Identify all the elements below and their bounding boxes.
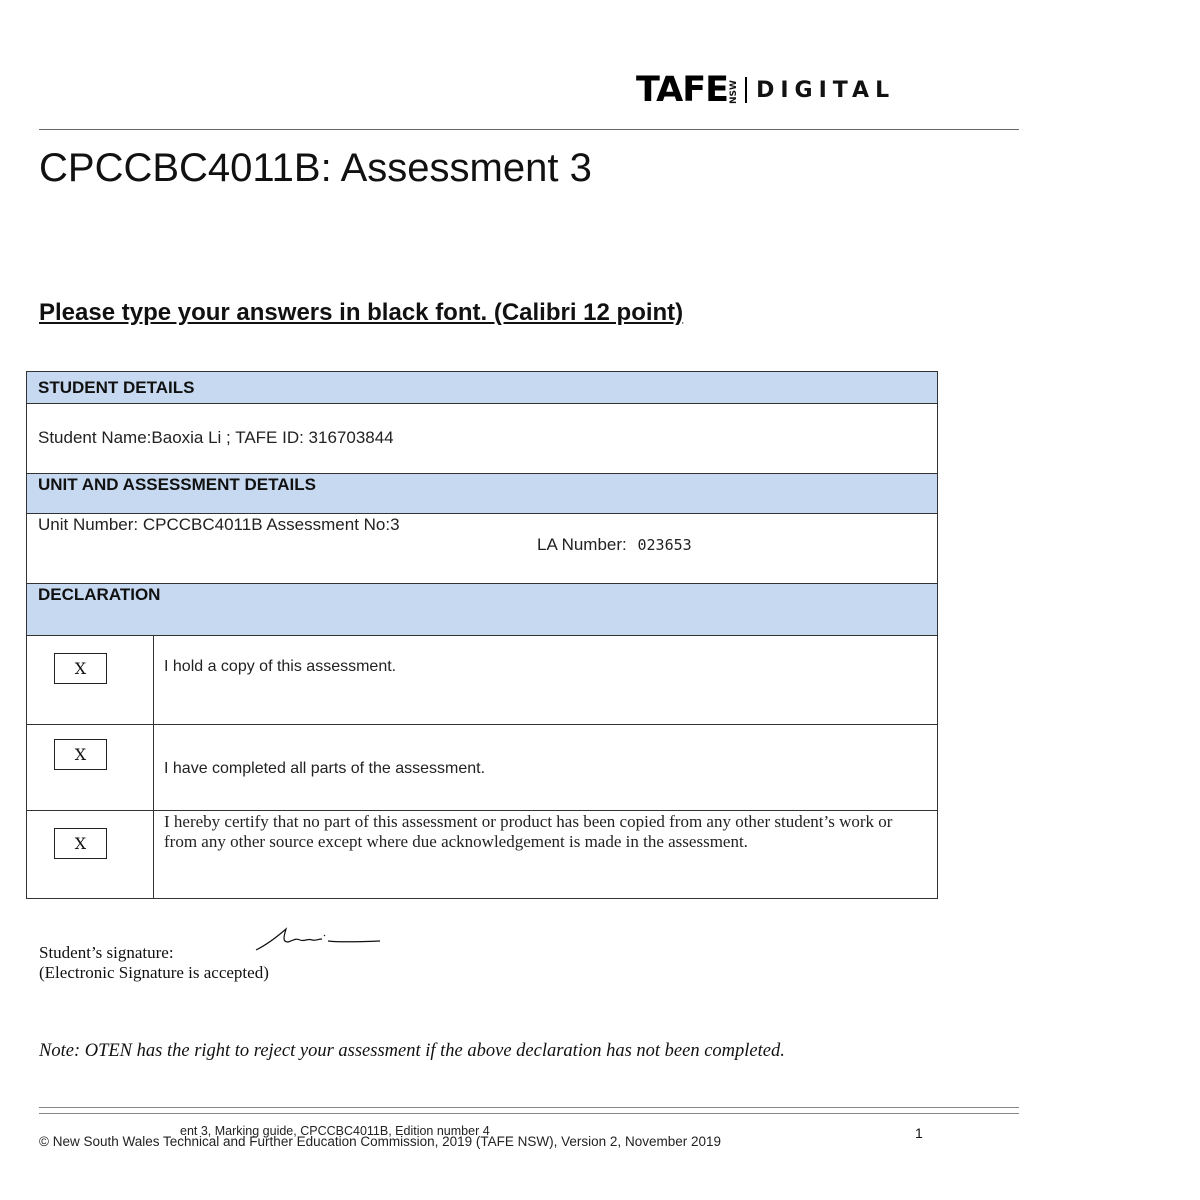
logo-divider: [745, 77, 747, 103]
footer-rule: [39, 1107, 1019, 1108]
page-number: 1: [915, 1125, 923, 1141]
footer-edition-text: ent 3, Marking guide, CPCCBC4011B, Edition number 4: [180, 1124, 490, 1138]
row-divider: [27, 724, 937, 725]
header-rule: [39, 129, 1019, 130]
unit-details-heading: UNIT AND ASSESSMENT DETAILS: [38, 475, 316, 494]
declaration-checkbox-1[interactable]: X: [54, 653, 107, 684]
la-number-field[interactable]: [537, 535, 692, 555]
declaration-text-1: I hold a copy of this assessment.: [164, 658, 397, 675]
declaration-form: [26, 371, 938, 899]
tafe-digital-logo: [636, 72, 895, 108]
declaration-text-3: I hereby certify that no part of this assessment or product has been copied from any other student’s work or from any other source except where due acknowledgement is made in the assessment.: [164, 812, 893, 851]
row-divider: [27, 810, 937, 811]
student-details-heading: STUDENT DETAILS: [38, 378, 195, 397]
declaration-heading: DECLARATION: [38, 585, 161, 604]
signature-label: Student’s signature:: [39, 943, 174, 962]
la-number-label: LA Number:: [537, 535, 632, 554]
declaration-checkbox-2[interactable]: X: [54, 739, 107, 770]
declaration-header: [27, 584, 937, 636]
declaration-text-2: I have completed all parts of the assessment.: [164, 760, 486, 777]
logo-digital-text: DIGITAL: [756, 77, 896, 103]
footer-copyright-text: © New South Wales Technical and Further Education Commission, 2019 (TAFE NSW), Version 2, November 2019: [39, 1134, 721, 1149]
instruction-text: Please type your answers in black font. (Calibri 12 point): [39, 299, 684, 326]
footer-rule: [39, 1113, 1019, 1114]
logo-nsw-text: NSW: [729, 80, 740, 104]
declaration-checkbox-3[interactable]: X: [54, 828, 107, 859]
declaration-note: Note: OTEN has the right to reject your assessment if the above declaration has not been completed.: [39, 1041, 785, 1061]
unit-number-line[interactable]: Unit Number: CPCCBC4011B Assessment No:3: [38, 515, 400, 534]
unit-details-header: [27, 474, 937, 514]
la-number-value: 023653: [637, 536, 692, 554]
student-details-header: [27, 372, 937, 404]
page-title: CPCCBC4011B: Assessment 3: [39, 146, 592, 190]
signature-note: (Electronic Signature is accepted): [39, 963, 269, 982]
student-details-value[interactable]: Student Name:Baoxia Li ; TAFE ID: 316703844: [38, 428, 394, 447]
column-divider: [153, 636, 154, 899]
signature-image: [254, 926, 384, 956]
logo-tafe-text: TAFE: [636, 70, 729, 110]
